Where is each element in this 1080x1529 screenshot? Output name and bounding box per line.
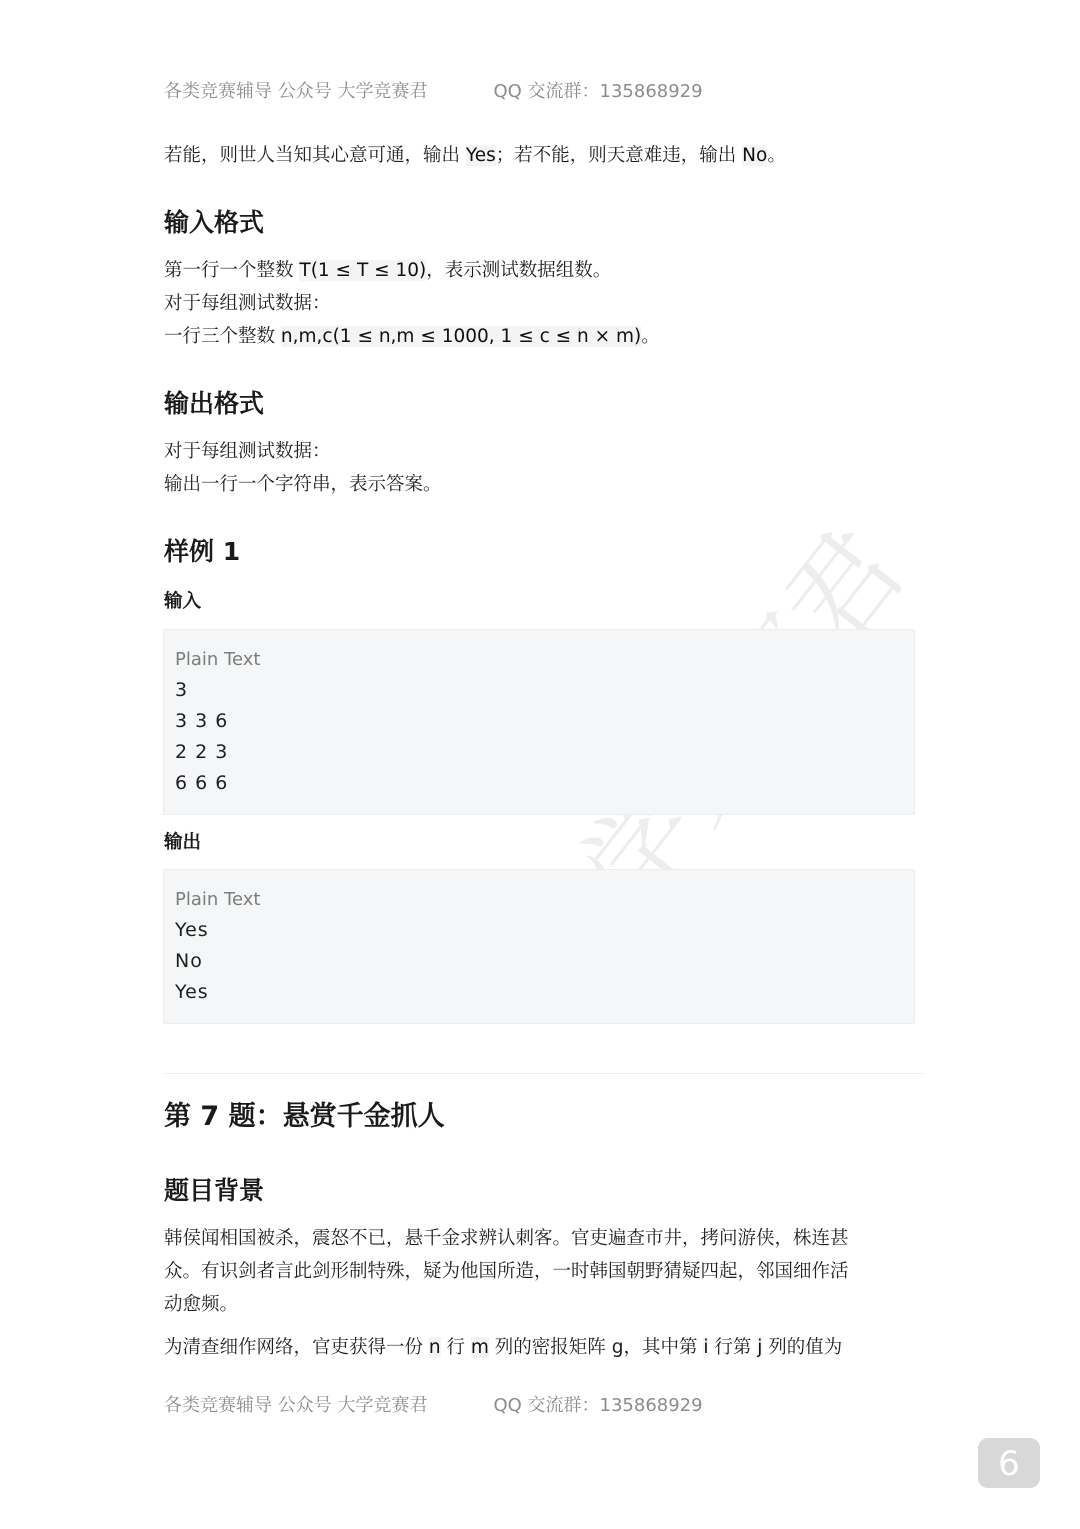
sample-output-codeblock[interactable] [163,869,915,1024]
section-divider [164,1073,924,1074]
intro-paragraph [164,139,786,172]
background-heading: 题目背景 [164,1176,265,1205]
sample-input-label: 输入 [164,591,202,612]
m-code: m [470,1337,489,1358]
footer-right: QQ 交流群：135868929 [493,1395,703,1416]
code-line: 6 6 6 [175,772,229,794]
input-format-line-2: 对于每组测试数据： [164,293,331,314]
nmc-range-code: n,m,c(1 ≤ n,m ≤ 1000, 1 ≤ c ≤ n × m) [280,326,642,347]
input-format-body [164,254,660,353]
background-paragraph [164,1222,849,1321]
page-number-badge: 6 [978,1438,1040,1488]
output-format-heading: 输出格式 [164,389,265,418]
code-line: Yes [175,919,209,941]
sample-input-codeblock[interactable] [163,629,915,815]
page-header [164,77,703,103]
matrix-paragraph: 为清查细作网络，官吏获得一份 n 行 m 列的密报矩阵 g，其中第 i 行第 j 列的值为 [164,1337,843,1358]
i-code: i [703,1337,709,1358]
input-format-heading: 输入格式 [164,208,265,237]
output-format-body [164,435,442,501]
background-line: 众。有识剑者言此剑形制特殊，疑为他国所造，一时韩国朝野猜疑四起，邻国细作活 [164,1261,849,1282]
code-line: 3 [175,679,189,701]
code-line: 3 3 6 [175,710,229,732]
j-code: j [757,1337,763,1358]
sample-heading: 样例 1 [164,537,241,566]
header-left: 各类竞赛辅导 公众号 大学竞赛君 [164,81,428,102]
background-line: 韩侯闻相国被杀，震怒不已，悬千金求辨认刺客。官吏遍查市井，拷问游侠，株连甚 [164,1228,849,1249]
input-format-line-3: 一行三个整数 n,m,c(1 ≤ n,m ≤ 1000, 1 ≤ c ≤ n × m)。 [164,326,660,347]
intro-text-2: ；若不能，则天意难违，输出 [495,145,743,166]
header-right: QQ 交流群：135868929 [493,81,703,102]
code-line: Yes [175,981,209,1003]
intro-text-3: 。 [767,145,786,166]
problem-7-title: 第 7 题：悬赏千金抓人 [164,1101,445,1132]
output-format-line-1: 对于每组测试数据： [164,441,331,462]
input-format-line-1: 第一行一个整数 T(1 ≤ T ≤ 10)，表示测试数据组数。 [164,260,612,281]
output-format-line-2: 输出一行一个字符串，表示答案。 [164,474,442,495]
codeblock-language-label: Plain Text [175,649,261,670]
page-footer [164,1391,703,1417]
yes-code: Yes [465,145,496,166]
intro-text-1: 若能，则世人当知其心意可通，输出 [164,145,466,166]
g-var: g [611,1337,624,1358]
n-code: n [428,1337,441,1358]
code-line: 2 2 3 [175,741,229,763]
t-range-code: T(1 ≤ T ≤ 10) [299,260,427,281]
sample-output-label: 输出 [164,832,202,853]
codeblock-language-label: Plain Text [175,889,261,910]
background-line: 动愈频。 [164,1294,239,1315]
code-line: No [175,950,203,972]
footer-left: 各类竞赛辅导 公众号 大学竞赛君 [164,1395,428,1416]
no-code: No [742,145,768,166]
